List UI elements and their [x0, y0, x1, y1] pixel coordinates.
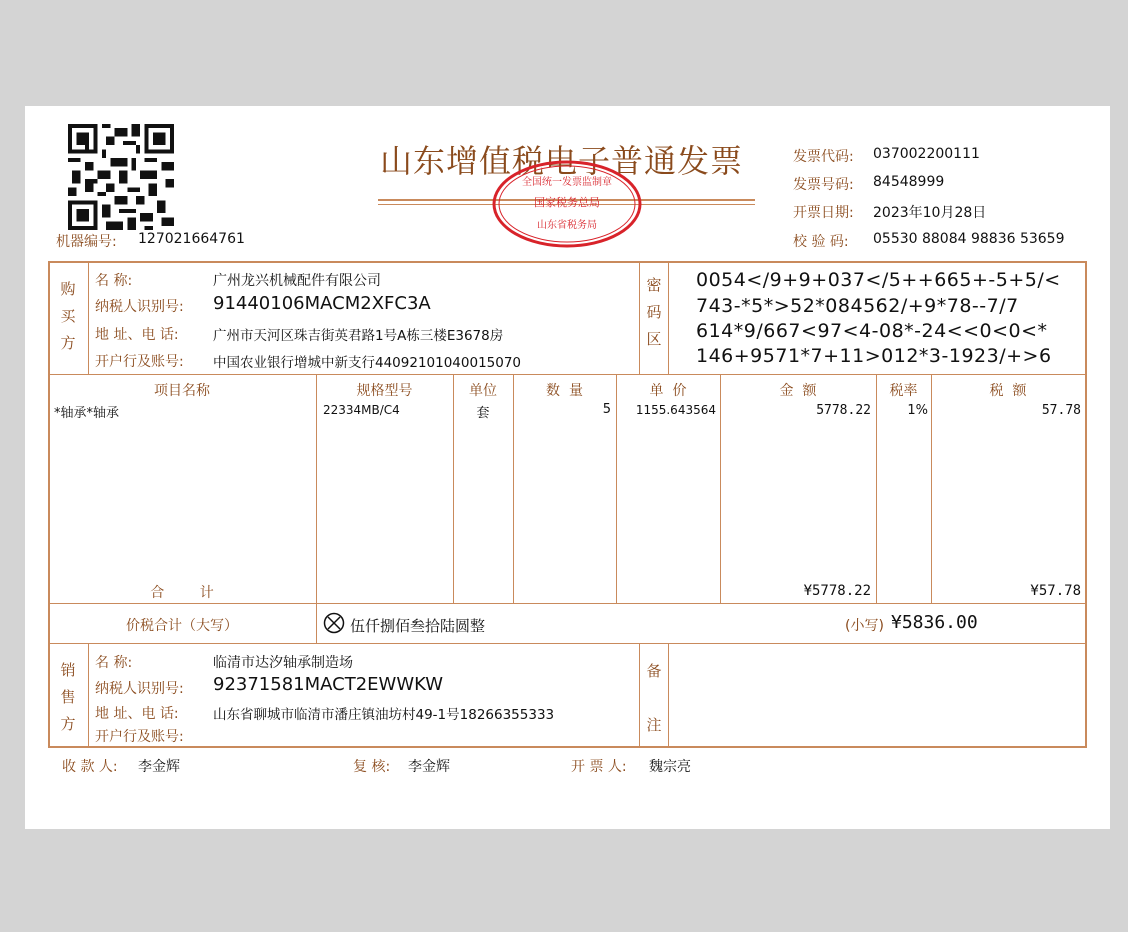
payee-label: 收 款 人: — [62, 759, 118, 775]
grand-total-divider — [316, 603, 317, 643]
cipher-line-4: 146+9571*7+11>012*3-1923/+>6 — [696, 345, 1052, 367]
buyer-side-divider — [88, 261, 89, 374]
seller-name: 临清市达汐轴承制造场 — [213, 655, 353, 671]
cipher-side-label: 密 码 区 — [646, 276, 662, 348]
header-item-name: 项目名称 — [154, 383, 210, 399]
cipher-line-1: 0054</9+9+037</5++665+-5+5/< — [696, 269, 1061, 291]
item-tax-rate: 1% — [907, 403, 928, 418]
total-label: 合 计 — [150, 585, 214, 601]
qr-code-icon — [68, 124, 174, 230]
seller-tax-id: 92371581MACT2EWWKW — [213, 674, 444, 695]
seller-side-label: 销 售 方 — [60, 661, 76, 733]
grand-total-lower: ¥5836.00 — [891, 612, 978, 633]
table-border-left — [48, 261, 50, 748]
invoice-number-label: 发票号码: — [793, 177, 854, 193]
seller-name-label: 名 称: — [95, 655, 133, 671]
header-tax-rate: 税率 — [889, 383, 918, 399]
total-tax: ¥57.78 — [1030, 583, 1081, 599]
buyer-tax-id: 91440106MACM2XFC3A — [213, 293, 431, 314]
header-spec: 规格型号 — [356, 383, 413, 399]
cross-circle-icon — [323, 612, 345, 634]
tax-bureau-seal — [491, 159, 643, 249]
item-unit: 套 — [476, 406, 490, 421]
remark-side-label: 备 注 — [646, 662, 662, 734]
header-tax-amount: 税 额 — [989, 383, 1027, 399]
seal-middle-text: 国家税务总局 — [534, 196, 600, 209]
buyer-address: 广州市天河区珠吉街英君路1号A栋三楼E3678房 — [213, 328, 504, 344]
invoice-number: 84548999 — [873, 174, 945, 190]
machine-no-label: 机器编号: — [56, 234, 117, 250]
seller-bank-label: 开户行及账号: — [95, 729, 184, 745]
seal-top-text: 全国统一发票监制章 — [522, 177, 612, 188]
item-unit-price: 1155.643564 — [635, 403, 716, 417]
row-divider-3 — [48, 643, 1087, 644]
header-unit: 单位 — [469, 383, 497, 399]
seller-address: 山东省聊城市临清市潘庄镇油坊村49-1号18266355333 — [213, 707, 555, 723]
invoice-code: 037002200111 — [873, 146, 980, 162]
payee: 李金辉 — [138, 759, 180, 775]
total-amount: ¥5778.22 — [803, 583, 871, 599]
invoice-title: 山东增值税电子普通发票 — [380, 142, 744, 180]
grand-total-label: 价税合计（大写） — [126, 618, 238, 634]
grand-total-lower-label: (小写) — [845, 618, 884, 634]
cipher-divider-2 — [668, 261, 669, 374]
item-quantity: 5 — [602, 402, 611, 417]
drawer: 魏宗亮 — [649, 759, 691, 775]
remark-divider-2 — [668, 643, 669, 748]
invoice-date-label: 开票日期: — [793, 205, 854, 221]
reviewer-label: 复 核: — [353, 759, 391, 775]
seller-side-divider — [88, 643, 89, 748]
buyer-name-label: 名 称: — [95, 273, 133, 289]
reviewer: 李金辉 — [408, 759, 450, 775]
buyer-side-label: 购 买 方 — [60, 280, 76, 352]
machine-no: 127021664761 — [138, 231, 245, 247]
remark-divider-1 — [639, 643, 640, 748]
seller-tax-label: 纳税人识别号: — [95, 681, 184, 697]
item-name: *轴承*轴承 — [54, 406, 120, 421]
buyer-name: 广州龙兴机械配件有限公司 — [213, 273, 381, 289]
check-code-label: 校 验 码: — [793, 234, 849, 250]
buyer-tax-label: 纳税人识别号: — [95, 299, 184, 315]
invoice-date: 2023年10月28日 — [873, 205, 987, 221]
grand-total-upper: 伍仟捌佰叁拾陆圆整 — [350, 617, 486, 635]
item-spec: 22334MB/C4 — [323, 403, 400, 417]
invoice-paper — [25, 106, 1110, 829]
seal-bottom-text: 山东省税务局 — [537, 220, 597, 231]
item-tax-amount: 57.78 — [1041, 403, 1081, 418]
cipher-divider-1 — [639, 261, 640, 374]
item-amount: 5778.22 — [816, 403, 871, 418]
check-code: 05530 88084 98836 53659 — [873, 231, 1065, 247]
table-border-top — [48, 261, 1087, 263]
buyer-address-label: 地 址、电 话: — [95, 327, 179, 343]
col-divider-spec — [316, 374, 317, 603]
seller-address-label: 地 址、电 话: — [95, 706, 179, 722]
header-amount: 金 额 — [779, 383, 817, 399]
cipher-line-3: 614*9/667<97<4-08*-24<<0<0<* — [696, 320, 1048, 342]
header-quantity: 数 量 — [546, 383, 583, 399]
cipher-line-2: 743-*5*>52*084562/+9*78--7/7 — [696, 295, 1019, 317]
drawer-label: 开 票 人: — [571, 759, 627, 775]
row-divider-2 — [48, 603, 1087, 604]
buyer-bank-label: 开户行及账号: — [95, 354, 184, 370]
buyer-bank: 中国农业银行增城中新支行44092101040015070 — [213, 355, 522, 371]
table-border-right — [1085, 261, 1087, 748]
invoice-code-label: 发票代码: — [793, 149, 854, 165]
table-border-bottom — [48, 746, 1087, 748]
header-unit-price: 单 价 — [649, 383, 687, 399]
